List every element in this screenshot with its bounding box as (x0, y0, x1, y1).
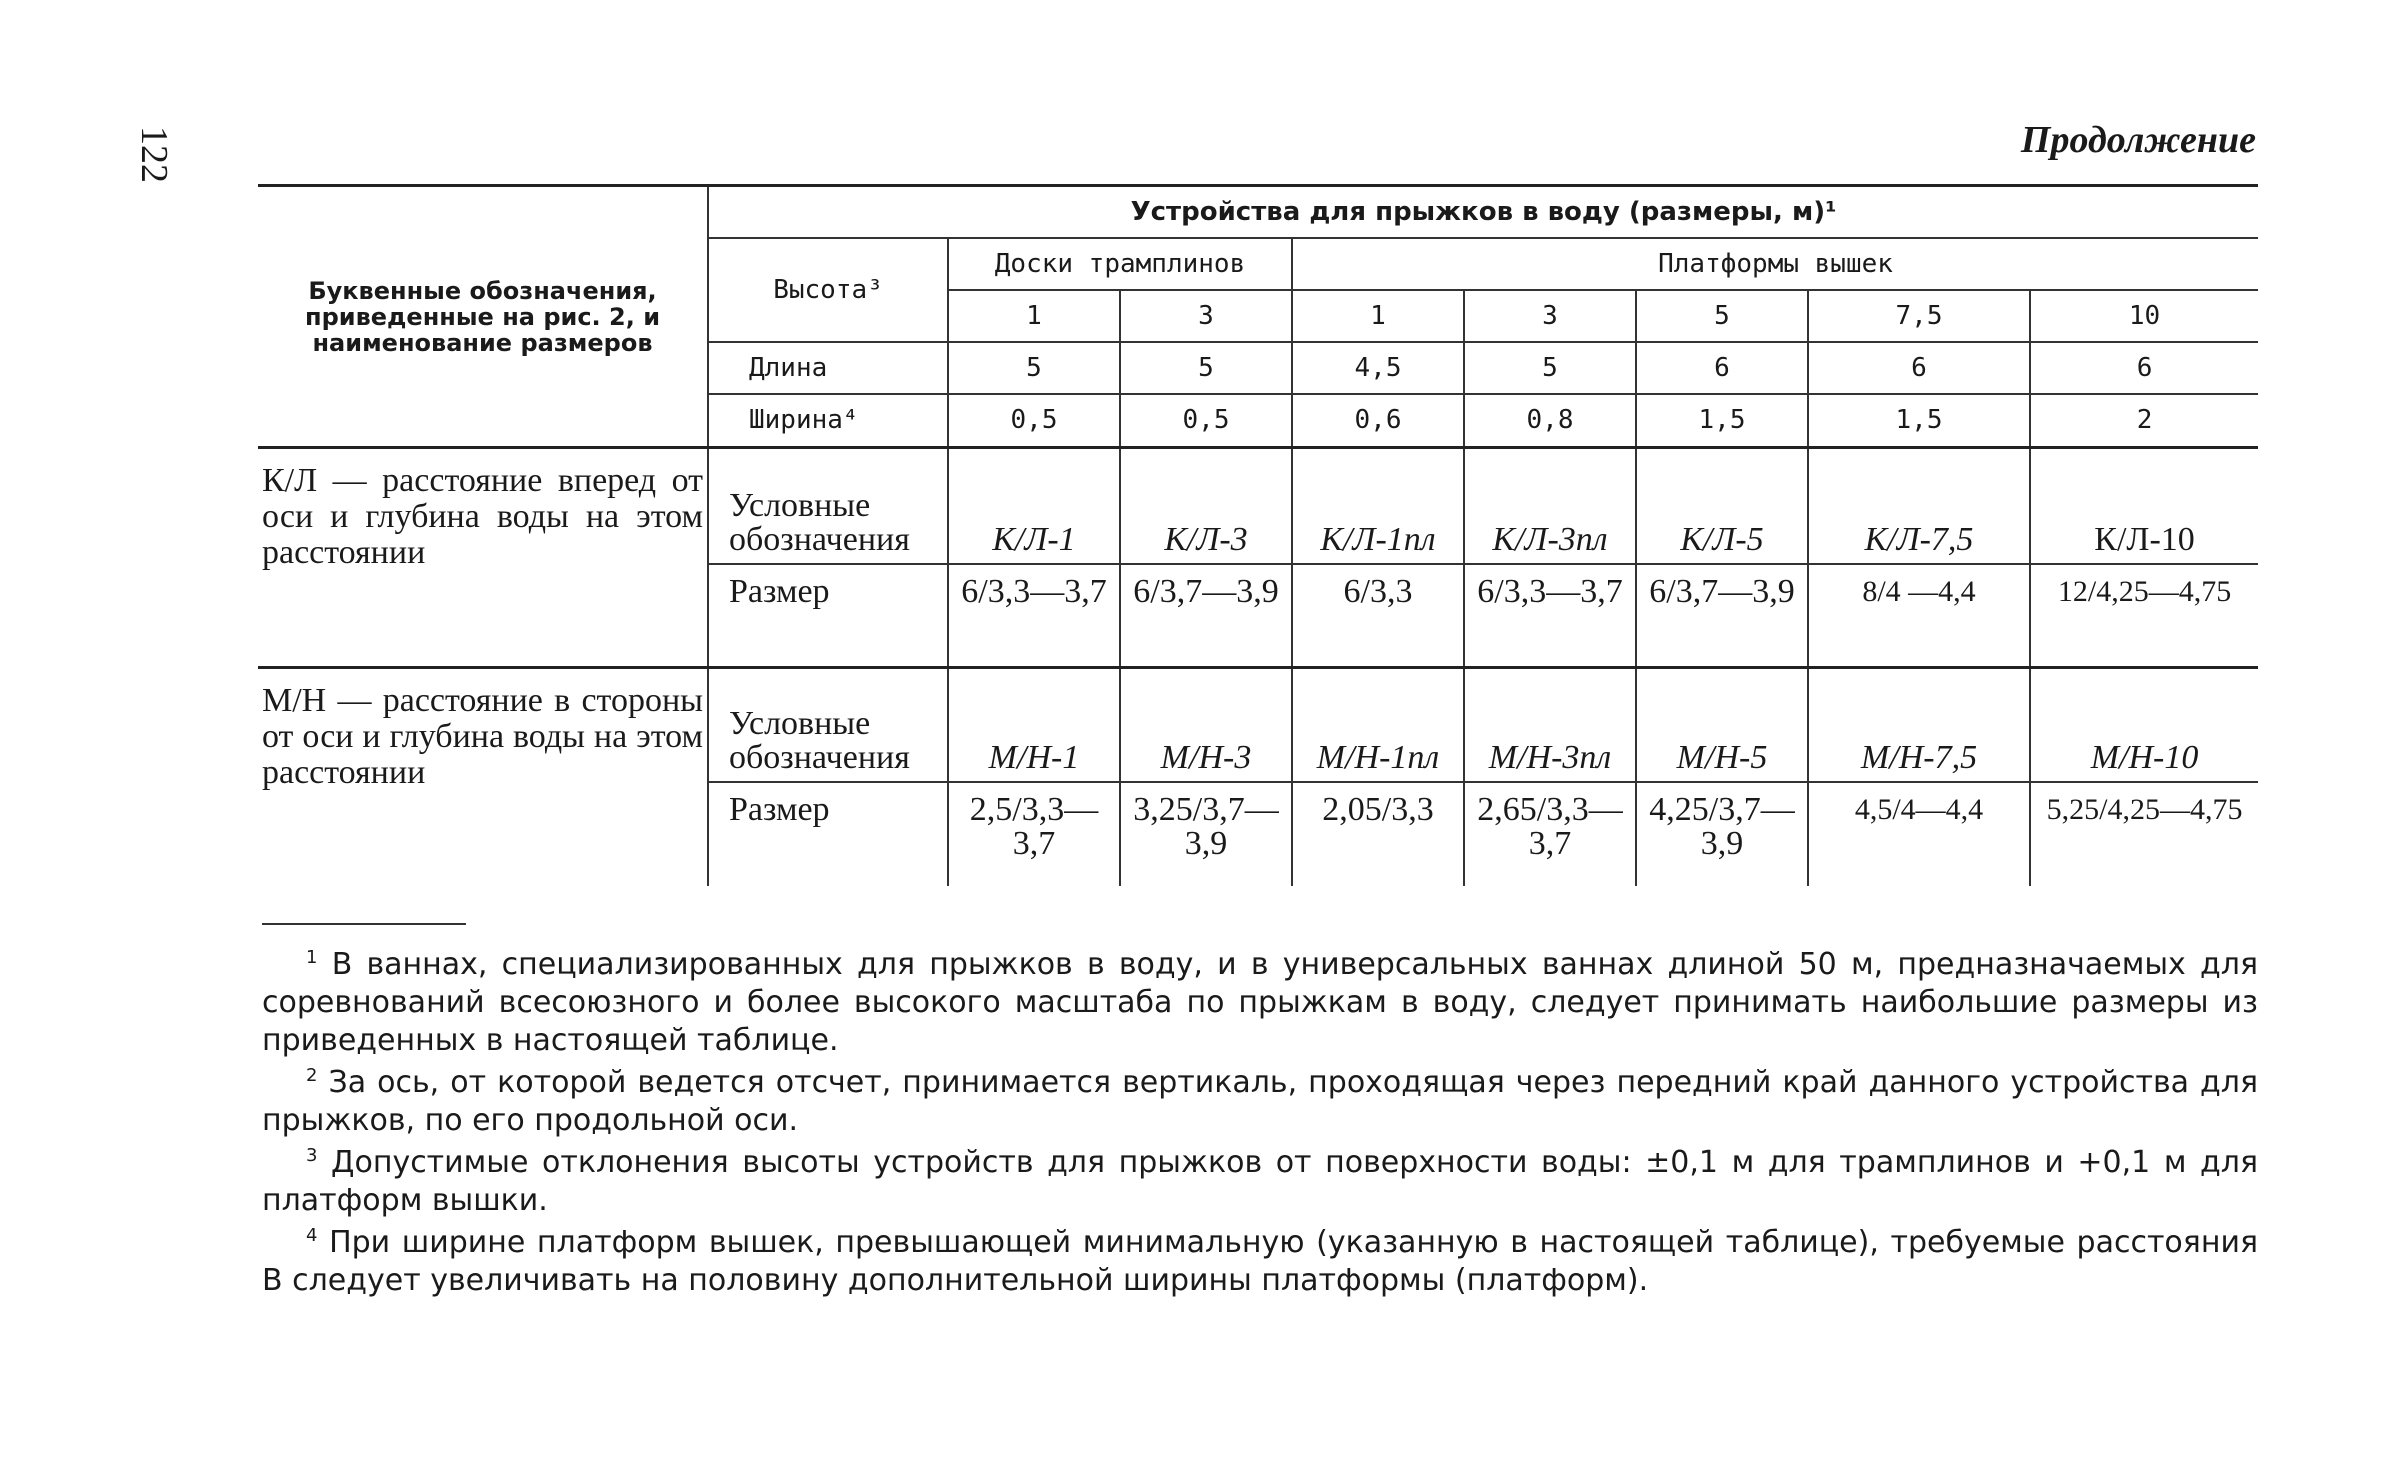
size-label: Размер (708, 564, 948, 668)
size-cell: 6/3,7—3,9 (1636, 564, 1808, 668)
group-platforms: Платформы вышек (1292, 238, 2258, 290)
symbols-label: Условные обозначения (708, 668, 948, 782)
length-cell: 6 (2030, 342, 2258, 394)
length-cell: 4,5 (1292, 342, 1464, 394)
footnote-separator (262, 923, 466, 925)
size-cell: 6/3,3—3,7 (948, 564, 1120, 668)
width-cell: 1,5 (1636, 394, 1808, 448)
width-cell: 2 (2030, 394, 2258, 448)
footnote-2 (262, 1064, 2258, 1140)
length-cell: 6 (1808, 342, 2030, 394)
footnote-4 (262, 1224, 2258, 1300)
size-cell: 3,25/3,7—3,9 (1120, 782, 1292, 886)
symbol-cell: М/Н-1пл (1292, 668, 1464, 782)
size-cell: 4,25/3,7—3,9 (1636, 782, 1808, 886)
footnote-text: За ось, от которой ведется отсчет, принимается вертикаль, проходящая через передний край данного устройства для прыжков, по его продольной оси. (262, 1065, 2259, 1138)
symbol-cell: М/Н-3пл (1464, 668, 1636, 782)
footnote-text: При ширине платформ вышек, превышающей минимальную (указанную в настоящей таблице), требуемые расстояния В следует увеличивать на половину дополнительной ширины платформы (платформ). (262, 1225, 2258, 1298)
symbols-label: Условные обозначения (708, 448, 948, 564)
width-cell: 0,5 (948, 394, 1120, 448)
footnote-mark: 4 (306, 1225, 318, 1246)
height-cell: 1 (1292, 290, 1464, 342)
group-title: Устройства для прыжков в воду (размеры, м)¹ (708, 186, 2258, 238)
symbol-cell: К/Л-1пл (1292, 448, 1464, 564)
width-cell: 0,5 (1120, 394, 1292, 448)
symbol-cell: К/Л-3пл (1464, 448, 1636, 564)
group-springboards: Доски трамплинов (948, 238, 1292, 290)
length-cell: 5 (1464, 342, 1636, 394)
footnote-3 (262, 1144, 2258, 1220)
size-cell: 2,65/3,3—3,7 (1464, 782, 1636, 886)
length-label: Длина (708, 342, 948, 394)
symbol-cell: К/Л-7,5 (1808, 448, 2030, 564)
size-cell: 4,5/4—4,4 (1808, 782, 2030, 886)
size-cell: 6/3,7—3,9 (1120, 564, 1292, 668)
footnote-text: Допустимые отклонения высоты устройств для прыжков от поверхности воды: ±0,1 м для трамплинов и +0,1 м для платформ вышки. (262, 1145, 2258, 1218)
height-cell: 3 (1464, 290, 1636, 342)
size-cell: 12/4,25—4,75 (2030, 564, 2258, 668)
width-cell: 0,8 (1464, 394, 1636, 448)
footnote-mark: 3 (306, 1145, 318, 1166)
stub-header: Буквенные обозначения, приведенные на рис. 2, и наименование размеров (258, 186, 708, 448)
symbol-cell: М/Н-1 (948, 668, 1120, 782)
height-cell: 1 (948, 290, 1120, 342)
width-label: Ширина⁴ (708, 394, 948, 448)
length-cell: 5 (948, 342, 1120, 394)
row-stub-kl: К/Л — расстояние вперед от оси и глубина воды на этом расстоянии (258, 448, 708, 668)
height-label: Высота³ (708, 238, 948, 342)
size-cell: 5,25/4,25—4,75 (2030, 782, 2258, 886)
height-cell: 3 (1120, 290, 1292, 342)
width-cell: 0,6 (1292, 394, 1464, 448)
size-cell: 6/3,3 (1292, 564, 1464, 668)
diving-dimensions-table (258, 184, 2258, 886)
symbol-cell: К/Л-5 (1636, 448, 1808, 564)
symbol-cell: М/Н-7,5 (1808, 668, 2030, 782)
size-cell: 2,05/3,3 (1292, 782, 1464, 886)
symbol-cell: К/Л-1 (948, 448, 1120, 564)
size-cell: 6/3,3—3,7 (1464, 564, 1636, 668)
symbol-cell: М/Н-5 (1636, 668, 1808, 782)
length-cell: 5 (1120, 342, 1292, 394)
size-cell: 8/4 —4,4 (1808, 564, 2030, 668)
footnote-mark: 2 (306, 1065, 318, 1086)
symbol-cell: К/Л-10 (2030, 448, 2258, 564)
symbol-cell: М/Н-3 (1120, 668, 1292, 782)
continuation-label: Продолжение (2020, 119, 2256, 161)
footnotes (262, 946, 2258, 1304)
width-cell: 1,5 (1808, 394, 2030, 448)
height-cell: 5 (1636, 290, 1808, 342)
footnote-text: В ваннах, специализированных для прыжков в воду, и в универсальных ваннах длиной 50 м, предназначаемых для соревнований всесоюзного и более высокого масштаба по прыжкам в воду, следует принимать наибольшие размеры из приведенных в настоящей таблице. (262, 947, 2259, 1058)
length-cell: 6 (1636, 342, 1808, 394)
page-number: 122 (133, 126, 175, 183)
height-cell: 7,5 (1808, 290, 2030, 342)
symbol-cell: К/Л-3 (1120, 448, 1292, 564)
height-cell: 10 (2030, 290, 2258, 342)
size-cell: 2,5/3,3—3,7 (948, 782, 1120, 886)
footnote-1 (262, 946, 2258, 1060)
symbol-cell: М/Н-10 (2030, 668, 2258, 782)
footnote-mark: 1 (306, 947, 318, 968)
size-label: Размер (708, 782, 948, 886)
row-stub-mn: М/Н — расстояние в стороны от оси и глубина воды на этом расстоянии (258, 668, 708, 886)
